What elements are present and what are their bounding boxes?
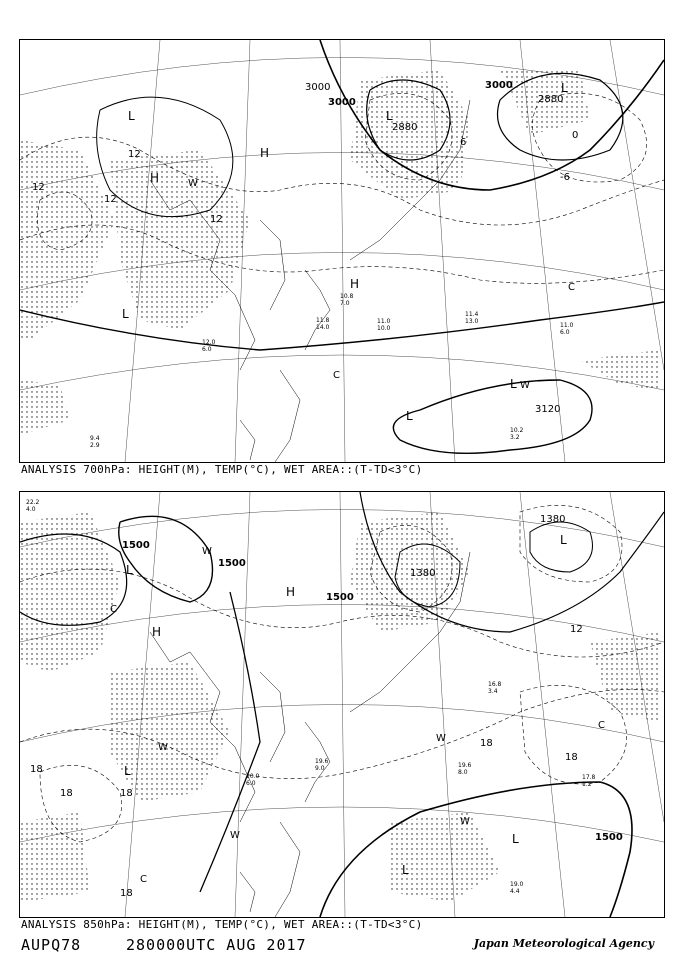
height-label: 1500 [326, 592, 354, 603]
station-value: 11.8 [316, 317, 330, 324]
station-value: 10.2 [510, 427, 524, 434]
warm-mark: W [202, 546, 212, 557]
high-center: H [260, 146, 270, 160]
station-value: 6.0 [560, 329, 570, 336]
warm-mark: W [158, 742, 168, 753]
height-label: 1380 [410, 568, 436, 579]
temp-label: 0 [572, 130, 579, 141]
low-center: L [560, 533, 567, 547]
station-value: 2.9 [90, 442, 100, 449]
chart-id: AUPQ78 [21, 936, 82, 954]
temp-label: 18 [60, 788, 73, 799]
map-700hpa [20, 40, 664, 462]
chart-panel-850hpa [19, 491, 665, 918]
height-label: 1500 [218, 558, 246, 569]
temp-label: 12 [210, 214, 223, 225]
station-value: 9.4 [90, 435, 100, 442]
station-value: 10.8 [340, 293, 354, 300]
high-center: H [152, 625, 162, 639]
station-value: 22.2 [26, 499, 40, 506]
station-value: 3.2 [510, 434, 520, 441]
height-label: 2880 [392, 122, 418, 133]
station-value: 10.0 [377, 325, 391, 332]
low-center: L [124, 764, 131, 778]
height-label: 3000 [485, 80, 513, 91]
temp-label: 18 [480, 738, 493, 749]
station-value: 6.0 [246, 780, 256, 787]
height-label: 2880 [538, 94, 564, 105]
warm-cold-marks [188, 178, 575, 391]
temp-label: 18 [565, 752, 578, 763]
low-center: L [510, 377, 517, 391]
valid-time: 280000UTC AUG 2017 [126, 936, 307, 954]
warm-mark: W [436, 733, 446, 744]
temp-label: 18 [120, 788, 133, 799]
station-value: 7.0 [340, 300, 350, 307]
low-center: L [128, 109, 135, 123]
height-label: 3000 [328, 97, 356, 108]
low-center: L [512, 832, 519, 846]
temp-label: 12 [570, 624, 583, 635]
high-center: H [350, 277, 360, 291]
height-label: 1500 [595, 832, 623, 843]
cold-mark: C [598, 720, 605, 731]
temp-label: 12 [32, 182, 45, 193]
station-value: 1.2 [582, 781, 592, 788]
station-value: 4.4 [510, 888, 520, 895]
station-value: 6.0 [202, 346, 212, 353]
station-value: 11.0 [377, 318, 391, 325]
temp-label: 18 [30, 764, 43, 775]
contour-labels [32, 80, 578, 415]
high-center: H [286, 585, 296, 599]
cold-mark: C [110, 604, 117, 615]
station-value: 3.4 [488, 688, 498, 695]
warm-mark: W [188, 178, 198, 189]
warm-mark: W [230, 830, 240, 841]
station-value: 8.0 [458, 769, 468, 776]
station-value: 20.0 [246, 773, 260, 780]
station-value: 14.0 [316, 324, 330, 331]
temp-label: 6 [460, 137, 467, 148]
panel-caption-700hpa: ANALYSIS 700hPa: HEIGHT(M), TEMP(°C), WET AREA::(T-TD<3°C) [21, 463, 423, 476]
temp-label: -6 [560, 172, 570, 183]
station-value: 17.8 [582, 774, 596, 781]
high-center: H [150, 171, 160, 185]
temp-label: 18 [120, 888, 133, 899]
low-center: L [126, 563, 133, 577]
height-label: 3000 [305, 82, 331, 93]
station-value: 11.0 [560, 322, 574, 329]
station-value: 9.0 [315, 765, 325, 772]
map-850hpa [20, 492, 664, 917]
station-value: 19.6 [315, 758, 329, 765]
chart-panel-700hpa [19, 39, 665, 463]
station-value: 19.6 [458, 762, 472, 769]
agency-credit: Japan Meteorological Agency [473, 937, 654, 950]
temp-label: 12 [128, 149, 141, 160]
low-center: L [386, 109, 393, 123]
warm-mark: W [460, 816, 470, 827]
height-label: 1500 [122, 540, 150, 551]
panel-caption-850hpa: ANALYSIS 850hPa: HEIGHT(M), TEMP(°C), WET AREA::(T-TD<3°C) [21, 918, 423, 931]
warm-mark: W [520, 380, 530, 391]
wet-area-stipple [20, 512, 660, 902]
station-value: 4.0 [26, 506, 36, 513]
station-value: 12.0 [202, 339, 216, 346]
height-label: 3120 [535, 404, 561, 415]
cold-mark: C [568, 282, 575, 293]
cold-mark: C [140, 874, 147, 885]
station-value: 16.8 [488, 681, 502, 688]
station-value: 19.0 [510, 881, 524, 888]
height-label: 1380 [540, 514, 566, 525]
station-value: 13.0 [465, 318, 479, 325]
temp-label: 12 [104, 194, 117, 205]
station-value: 11.4 [465, 311, 479, 318]
low-center: L [561, 81, 568, 95]
low-center: L [406, 409, 413, 423]
low-center: L [122, 307, 129, 321]
low-center: L [402, 863, 409, 877]
cold-mark: C [333, 370, 340, 381]
